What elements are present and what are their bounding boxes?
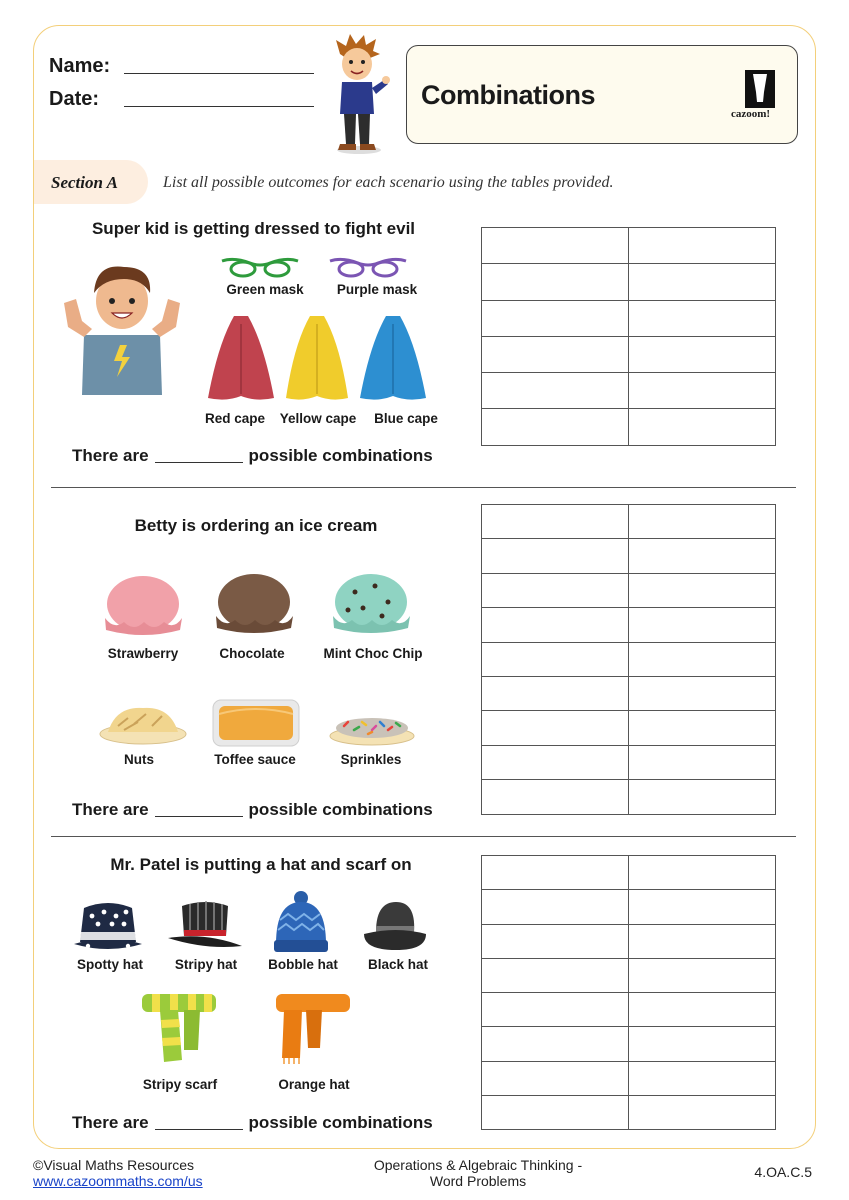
combinations-sentence-3: There are possible combinations [72,1113,433,1132]
table-cell[interactable] [629,993,776,1027]
table-cell[interactable] [629,264,776,300]
super-kid-illustration [62,263,182,395]
table-row [482,505,776,539]
table-cell[interactable] [482,711,629,745]
item-yellow-cape: Yellow cape [279,411,357,426]
table-cell[interactable] [482,1096,629,1130]
table-cell[interactable] [629,228,776,264]
table-row [482,264,776,300]
item-bobble-hat: Bobble hat [268,957,338,972]
item-black-hat: Black hat [367,957,429,972]
table-cell[interactable] [629,1096,776,1130]
item-stripy-scarf: Stripy scarf [142,1077,218,1092]
table-cell[interactable] [482,608,629,642]
table-row [482,409,776,445]
title-box [406,45,798,144]
stripy-scarf-icon [140,992,218,1068]
table-row [482,1096,776,1130]
table-cell[interactable] [482,409,629,445]
item-mint-choc-chip: Mint Choc Chip [323,646,423,661]
table-cell[interactable] [629,642,776,676]
table-row [482,336,776,372]
footer-topic: Operations & Algebraic Thinking - Word Problems [373,1157,583,1189]
table-row [482,228,776,264]
item-spotty-hat: Spotty hat [77,957,143,972]
table-cell[interactable] [629,300,776,336]
bobble-hat-icon [272,890,330,956]
divider [51,487,796,488]
table-row [482,573,776,607]
table-row [482,676,776,710]
question-1-title: Super kid is getting dressed to fight evil [91,219,416,238]
table-row [482,608,776,642]
table-cell[interactable] [629,539,776,573]
strawberry-scoop-icon [102,574,184,642]
table-cell[interactable] [482,856,629,890]
sprinkles-dish-icon [328,708,416,746]
table-cell[interactable] [482,890,629,924]
logo-text: cazoom! [731,108,771,120]
purple-mask-icon [328,255,408,279]
item-stripy-hat: Stripy hat [174,957,238,972]
table-cell[interactable] [629,745,776,779]
table-cell[interactable] [629,924,776,958]
cazoom-logo-icon [745,70,775,108]
table-cell[interactable] [629,1027,776,1061]
item-orange-scarf: Orange hat [278,1077,350,1092]
table-cell[interactable] [482,505,629,539]
item-chocolate: Chocolate [219,646,285,661]
outcomes-table-2 [481,504,776,815]
footer-standard-code: 4.OA.C.5 [754,1164,812,1180]
item-purple-mask: Purple mask [336,282,418,297]
table-row [482,539,776,573]
name-label: Name: [49,55,111,77]
table-row [482,1027,776,1061]
item-green-mask: Green mask [226,282,304,297]
question-2-title: Betty is ordering an ice cream [134,516,378,535]
table-cell[interactable] [482,993,629,1027]
answer-blank-1[interactable] [155,446,243,463]
table-cell[interactable] [482,1027,629,1061]
table-cell[interactable] [482,228,629,264]
table-row [482,642,776,676]
table-cell[interactable] [629,856,776,890]
table-cell[interactable] [629,676,776,710]
yellow-cape-icon [284,314,350,402]
table-row [482,745,776,779]
combinations-sentence-2: There are possible combinations [72,800,433,819]
green-mask-icon [220,255,300,279]
table-row [482,958,776,992]
divider [51,836,796,837]
table-cell[interactable] [629,505,776,539]
table-row [482,780,776,814]
answer-blank-3[interactable] [155,1113,243,1130]
item-blue-cape: Blue cape [374,411,438,426]
table-row [482,924,776,958]
table-cell[interactable] [482,264,629,300]
orange-scarf-icon [274,992,352,1068]
table-cell[interactable] [629,1061,776,1095]
table-row [482,300,776,336]
question-3-title: Mr. Patel is putting a hat and scarf on [110,855,412,874]
table-cell[interactable] [482,924,629,958]
nuts-dish-icon [98,700,188,746]
table-row [482,890,776,924]
outcomes-table-3 [481,855,776,1130]
table-cell[interactable] [482,958,629,992]
table-cell[interactable] [482,745,629,779]
section-tab: Section A [34,160,148,204]
blue-cape-icon [358,314,428,402]
footer-copyright: ©Visual Maths Resources [33,1157,195,1173]
table-row [482,993,776,1027]
table-row [482,856,776,890]
table-cell[interactable] [629,409,776,445]
table-cell[interactable] [629,711,776,745]
date-line[interactable] [124,106,314,107]
stripy-hat-icon [166,900,244,954]
date-label: Date: [49,88,100,110]
item-red-cape: Red cape [204,411,266,426]
table-cell[interactable] [629,780,776,814]
name-line[interactable] [124,73,314,74]
item-toffee-sauce: Toffee sauce [214,752,296,767]
instruction-text: List all possible outcomes for each scenario using the tables provided. [163,174,614,191]
table-cell[interactable] [629,336,776,372]
outcomes-table-1 [481,227,776,446]
table-cell[interactable] [629,958,776,992]
toffee-sauce-icon [211,698,301,748]
table-cell[interactable] [482,676,629,710]
table-row [482,373,776,409]
table-cell[interactable] [482,573,629,607]
footer-link[interactable]: www.cazoommaths.com/us [33,1173,203,1189]
table-cell[interactable] [629,573,776,607]
table-cell[interactable] [482,336,629,372]
item-nuts: Nuts [124,752,154,767]
table-cell[interactable] [482,373,629,409]
black-hat-icon [362,898,428,954]
table-cell[interactable] [629,608,776,642]
mascot-illustration [326,34,392,156]
red-cape-icon [206,314,276,402]
mint-choc-chip-scoop-icon [330,572,412,640]
table-cell[interactable] [629,373,776,409]
answer-blank-2[interactable] [155,800,243,817]
page-title: Combinations [421,80,595,110]
table-cell[interactable] [482,780,629,814]
table-cell[interactable] [482,1061,629,1095]
spotty-hat-icon [72,900,144,952]
table-cell[interactable] [482,642,629,676]
chocolate-scoop-icon [213,572,295,640]
table-cell[interactable] [482,300,629,336]
combinations-sentence-1: There are possible combinations [72,446,433,465]
table-row [482,711,776,745]
item-strawberry: Strawberry [107,646,179,661]
table-cell[interactable] [482,539,629,573]
table-row [482,1061,776,1095]
table-cell[interactable] [629,890,776,924]
item-sprinkles: Sprinkles [340,752,402,767]
